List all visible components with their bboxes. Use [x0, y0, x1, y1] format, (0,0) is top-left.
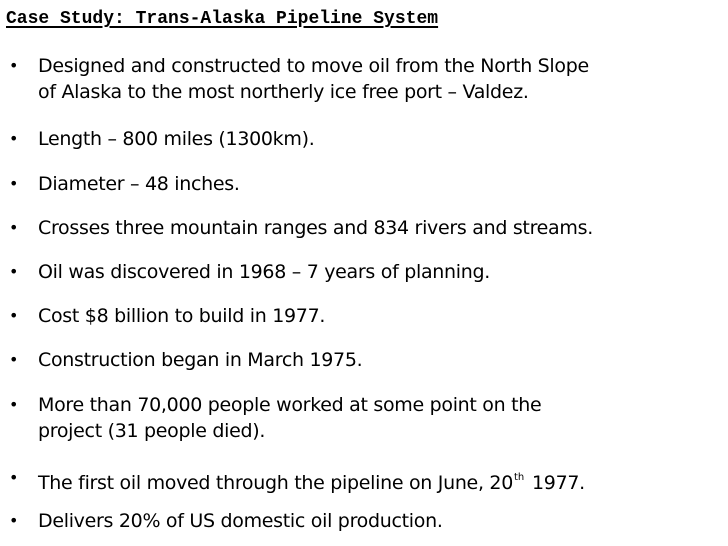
bullet-icon: •: [9, 350, 19, 369]
bullet-icon: •: [9, 511, 19, 530]
bullet-item-design: [0, 53, 728, 105]
bullet-text: Diameter – 48 inches.: [38, 173, 240, 195]
ordinal-superscript: th: [514, 472, 525, 483]
bullet-text: Construction began in March 1975.: [38, 349, 363, 371]
bullet-text-line: of Alaska to the most northerly ice free port – Valdez.: [38, 81, 529, 103]
bullet-icon: •: [9, 218, 19, 237]
bullet-item-workers: [0, 392, 728, 444]
bullet-text-main: The first oil moved through the pipeline on June, 20: [38, 472, 514, 494]
bullet-text-line: More than 70,000 people worked at some point on the: [38, 394, 542, 416]
bullet-text: Crosses three mountain ranges and 834 rivers and streams.: [38, 217, 593, 239]
slide-title: Case Study: Trans-Alaska Pipeline System: [6, 9, 439, 29]
bullet-text: Cost $8 billion to build in 1977.: [38, 305, 326, 327]
bullet-icon: •: [9, 395, 19, 414]
bullet-icon: •: [9, 262, 19, 281]
bullet-text: Oil was discovered in 1968 – 7 years of planning.: [38, 261, 490, 283]
bullet-icon: •: [9, 174, 19, 193]
bullet-text: [38, 465, 585, 496]
bullet-icon: •: [9, 306, 19, 325]
bullet-text: Delivers 20% of US domestic oil production.: [38, 510, 443, 532]
bullet-text-line: project (31 people died).: [38, 420, 266, 442]
bullet-text: Length – 800 miles (1300km).: [38, 128, 315, 150]
bullet-icon: •: [9, 56, 19, 75]
bullet-text-line: Designed and constructed to move oil from the North Slope: [38, 55, 589, 77]
bullet-icon: •: [9, 468, 19, 487]
bullet-text-end: 1977.: [526, 472, 585, 494]
bullet-icon: •: [9, 129, 19, 148]
